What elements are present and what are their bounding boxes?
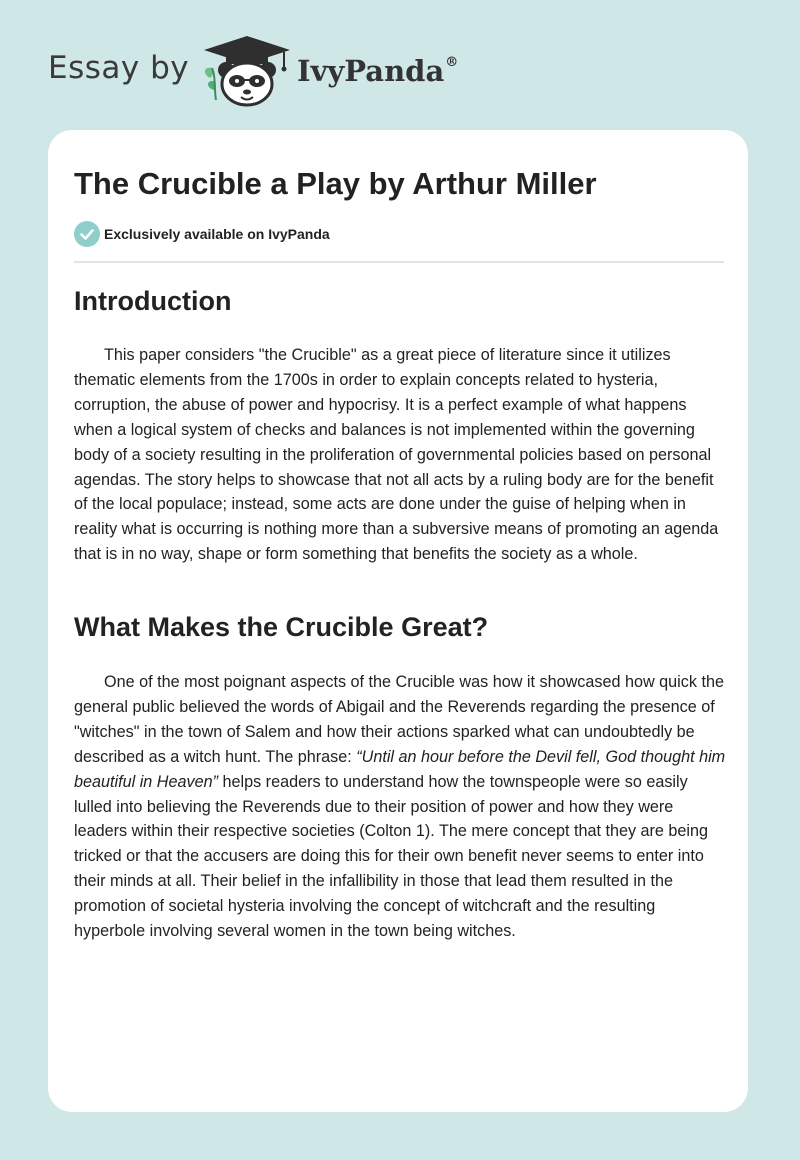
availability-badge bbox=[74, 221, 330, 247]
panda-graduate-icon bbox=[200, 34, 294, 108]
section-heading-introduction: Introduction bbox=[74, 286, 232, 316]
section-paragraph-introduction: This paper considers "the Crucible" as a great piece of literature since it utilizes thematic elements from the 1700s in order to explain concepts related to hysteria, corruption, the abuse of power and hypocrisy. It is a perfect example of what happens when a logical system of checks and balances is not implemented within the governing body of a society resulting in the proliferation of governmental policies based on personal agendas. The story helps to showcase that not all acts by a ruling body are for the benefit of the local populace; instead, some acts are done under the guise of helping when in reality what is occurring is nothing more than a subversive means of promoting an agenda that is in no way, shape or form something that benefits the society as a whole. bbox=[74, 346, 719, 564]
divider bbox=[74, 261, 724, 263]
paragraph-quote: “Until an hour before the Devil fell, God thought him beautiful in Heaven” bbox=[74, 747, 726, 791]
site-header bbox=[0, 0, 800, 130]
brand-label: IvyPanda bbox=[297, 54, 445, 88]
brand-name bbox=[297, 54, 458, 88]
badge-label: Exclusively available on IvyPanda bbox=[104, 226, 330, 242]
document-card bbox=[48, 130, 748, 1112]
page-title: The Crucible a Play by Arthur Miller bbox=[74, 166, 597, 201]
registered-mark: ® bbox=[445, 55, 459, 71]
check-circle-icon bbox=[74, 221, 100, 247]
section-heading-what-makes-great: What Makes the Crucible Great? bbox=[74, 612, 489, 642]
paragraph-text-after-quote: helps readers to understand how the townspeople were so easily lulled into believing the Reverends due to their position of power and how they were leaders within their respective societies (Colton 1). The mere concept that they are being tricked or that the accusers are doing this for their own benefit never seems to enter into their minds at all. Their belief in the infallibility in those that lead them resulted in the promotion of societal hysteria involving the concept of witchcraft and the resulting hyperbole involving several women in the town being witches. bbox=[74, 772, 709, 941]
paragraph-text-before-quote: One of the most poignant aspects of the Crucible was how it showcased how quick the general public believed the words of Abigail and the Reverends regarding the presence of "witches" in the town of Salem and how their actions sparked what can undoubtedly be described as a witch hunt. The phrase: bbox=[74, 673, 724, 766]
essay-by-label: Essay by bbox=[48, 50, 190, 86]
section-paragraph-what-makes-great bbox=[74, 670, 728, 944]
